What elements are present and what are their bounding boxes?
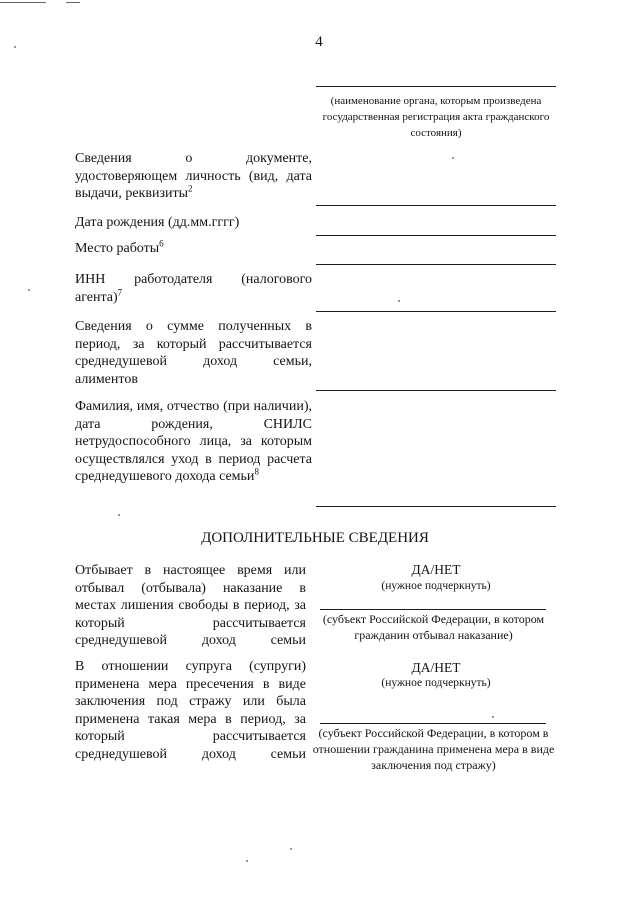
additional-info-heading: ДОПОЛНИТЕЛЬНЫЕ СВЕДЕНИЯ	[201, 530, 429, 546]
scan-speck	[452, 157, 454, 159]
scan-edge-mark	[0, 2, 46, 3]
org-name-line	[316, 86, 556, 87]
id-document-label	[75, 150, 312, 203]
birth-date-label: Дата рождения (дд.мм.гггг)	[75, 215, 240, 230]
workplace-text: Место работы	[75, 241, 160, 256]
imprisonment-region-caption: (субъект Российской Федерации, в котором гражданин отбывал наказание)	[322, 612, 545, 642]
caregiving-text: Фамилия, имя, отчество (при наличии), дата рождения, СНИЛС нетрудоспособного лица, за которым осуществлялся уход в период расчета среднедушевого дохода семьи	[75, 399, 312, 484]
footnote-7: 7	[117, 286, 123, 297]
id-document-line	[316, 205, 556, 206]
id-document-text: Сведения о документе, удостоверяющем личность (вид, дата выдачи, реквизиты	[75, 151, 312, 201]
org-caption: (наименование органа, которым произведена государственная регистрация акта гражданского состояния)	[322, 95, 550, 139]
imprisonment-region-line	[320, 609, 546, 610]
employer-inn-label	[75, 271, 312, 306]
custody-region-caption: (субъект Российской Федерации, в котором в отношении гражданина применена мера в виде заключения под стражу)	[312, 726, 555, 772]
imprisonment-question: Отбывает в настоящее время или отбывал (отбывала) наказание в местах лишения свободы в период, за который рассчитывается среднедушевой доход семьи	[75, 563, 306, 648]
scan-speck	[118, 514, 120, 516]
caregiving-line	[316, 506, 556, 507]
footnote-6: 6	[159, 238, 164, 249]
workplace-line	[316, 264, 556, 265]
birth-date-line	[316, 235, 556, 236]
income-line	[316, 390, 556, 391]
custody-question: В отношении супруга (супруги) применена мера пресечения в виде заключения под стражу или была применена такая мера в период, за который рассчитывается среднедушевой доход семьи	[75, 659, 306, 762]
scan-speck	[290, 848, 292, 850]
scan-speck	[492, 716, 494, 718]
custody-region-line	[320, 723, 546, 724]
custody-hint: (нужное подчеркнуть)	[381, 677, 491, 689]
custody-answer[interactable]: ДА/НЕТ	[411, 660, 461, 675]
income-label: Сведения о сумме полученных в период, за который рассчитывается среднедушевой доход семьи, алиментов	[75, 319, 312, 387]
scan-speck	[14, 46, 16, 48]
footnote-2: 2	[188, 183, 193, 194]
imprisonment-hint: (нужное подчеркнуть)	[381, 580, 491, 592]
scan-speck	[246, 860, 248, 862]
footnote-8: 8	[254, 466, 259, 477]
scan-speck	[28, 289, 30, 291]
caregiving-label	[75, 398, 312, 486]
employer-inn-text: ИНН работодателя (налогового агента)	[75, 272, 312, 305]
scan-edge-mark	[66, 2, 80, 3]
scan-speck	[398, 300, 400, 302]
imprisonment-answer[interactable]: ДА/НЕТ	[411, 562, 461, 577]
employer-inn-line	[316, 311, 556, 312]
workplace-label	[75, 240, 312, 258]
page-number: 4	[315, 34, 323, 50]
